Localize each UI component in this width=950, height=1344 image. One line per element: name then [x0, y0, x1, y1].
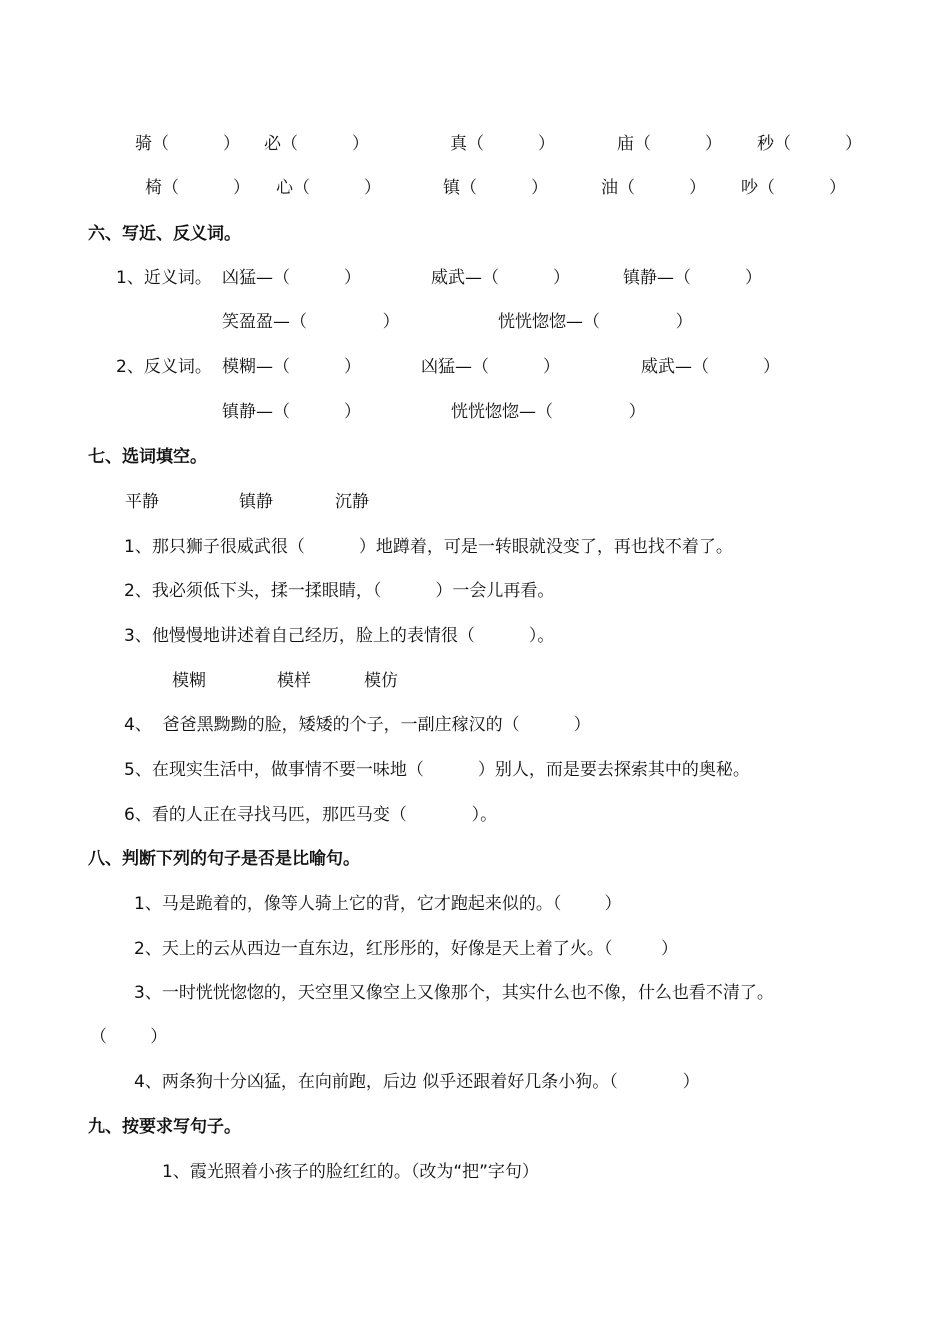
question: 5、在现实生活中，做事情不要一味地（ ）别人，而是要去探索其中的奥秘。 [124, 760, 750, 780]
answer-blank: （ ） [90, 1027, 168, 1047]
char-item: 心（ ） [276, 178, 382, 198]
question: 6、看的人正在寻找马匹，那匹马变（ ）。 [124, 805, 498, 825]
word-pair: 模糊—（ ） [222, 357, 362, 377]
word-option: 镇静 [239, 492, 273, 512]
word-option: 沉静 [335, 492, 369, 512]
question: 1、那只狮子很威武很（ ）地蹲着，可是一转眼就没变了，再也找不着了。 [124, 537, 733, 557]
word-option: 平静 [125, 492, 159, 512]
char-item: 庙（ ） [617, 134, 723, 154]
word-pair: 镇静—（ ） [623, 268, 763, 288]
section-heading: 九、按要求写句子。 [88, 1117, 241, 1137]
word-pair: 恍恍惚惚—（ ） [498, 312, 693, 332]
char-item: 骑（ ） [135, 134, 241, 154]
question: 2、天上的云从西边一直东边，红彤彤的，好像是天上着了火。（ ） [134, 939, 678, 959]
char-item: 必（ ） [264, 134, 370, 154]
word-pair: 笑盈盈—（ ） [222, 312, 400, 332]
word-pair: 凶猛—（ ） [421, 357, 561, 377]
char-item: 秒（ ） [757, 134, 863, 154]
word-pair: 凶猛—（ ） [222, 268, 362, 288]
char-item: 镇（ ） [443, 178, 549, 198]
word-pair: 威武—（ ） [431, 268, 571, 288]
char-item: 椅（ ） [145, 178, 251, 198]
char-item: 油（ ） [601, 178, 707, 198]
word-option: 模仿 [364, 671, 398, 691]
word-pair: 恍恍惚惚—（ ） [451, 402, 646, 422]
char-item: 真（ ） [450, 134, 556, 154]
near-label: 1、近义词。 [116, 268, 212, 288]
question: 4、 爸爸黑黝黝的脸，矮矮的个子，一副庄稼汉的（ ） [124, 715, 591, 735]
word-pair: 威武—（ ） [641, 357, 781, 377]
section-heading: 七、选词填空。 [88, 447, 207, 467]
question: 3、一时恍恍惚惚的，天空里又像空上又像那个，其实什么也不像，什么也看不清了。 [134, 983, 774, 1003]
question: 4、两条狗十分凶猛，在向前跑，后边 似乎还跟着好几条小狗。（ ） [134, 1072, 700, 1092]
word-option: 模糊 [172, 671, 206, 691]
word-option: 模样 [277, 671, 311, 691]
question: 2、我必须低下头，揉一揉眼睛，（ ）一会儿再看。 [124, 581, 555, 601]
question: 1、霞光照着小孩子的脸红红的。（改为“把”字句） [162, 1162, 539, 1182]
antonym-label: 2、反义词。 [116, 357, 212, 377]
section-heading: 六、写近、反义词。 [88, 224, 241, 244]
char-item: 吵（ ） [741, 178, 847, 198]
section-heading: 八、判断下列的句子是否是比喻句。 [88, 849, 360, 869]
question: 1、马是跪着的，像等人骑上它的背，它才跑起来似的。（ ） [134, 894, 622, 914]
word-pair: 镇静—（ ） [222, 402, 362, 422]
question: 3、他慢慢地讲述着自己经历，脸上的表情很（ ）。 [124, 626, 555, 646]
